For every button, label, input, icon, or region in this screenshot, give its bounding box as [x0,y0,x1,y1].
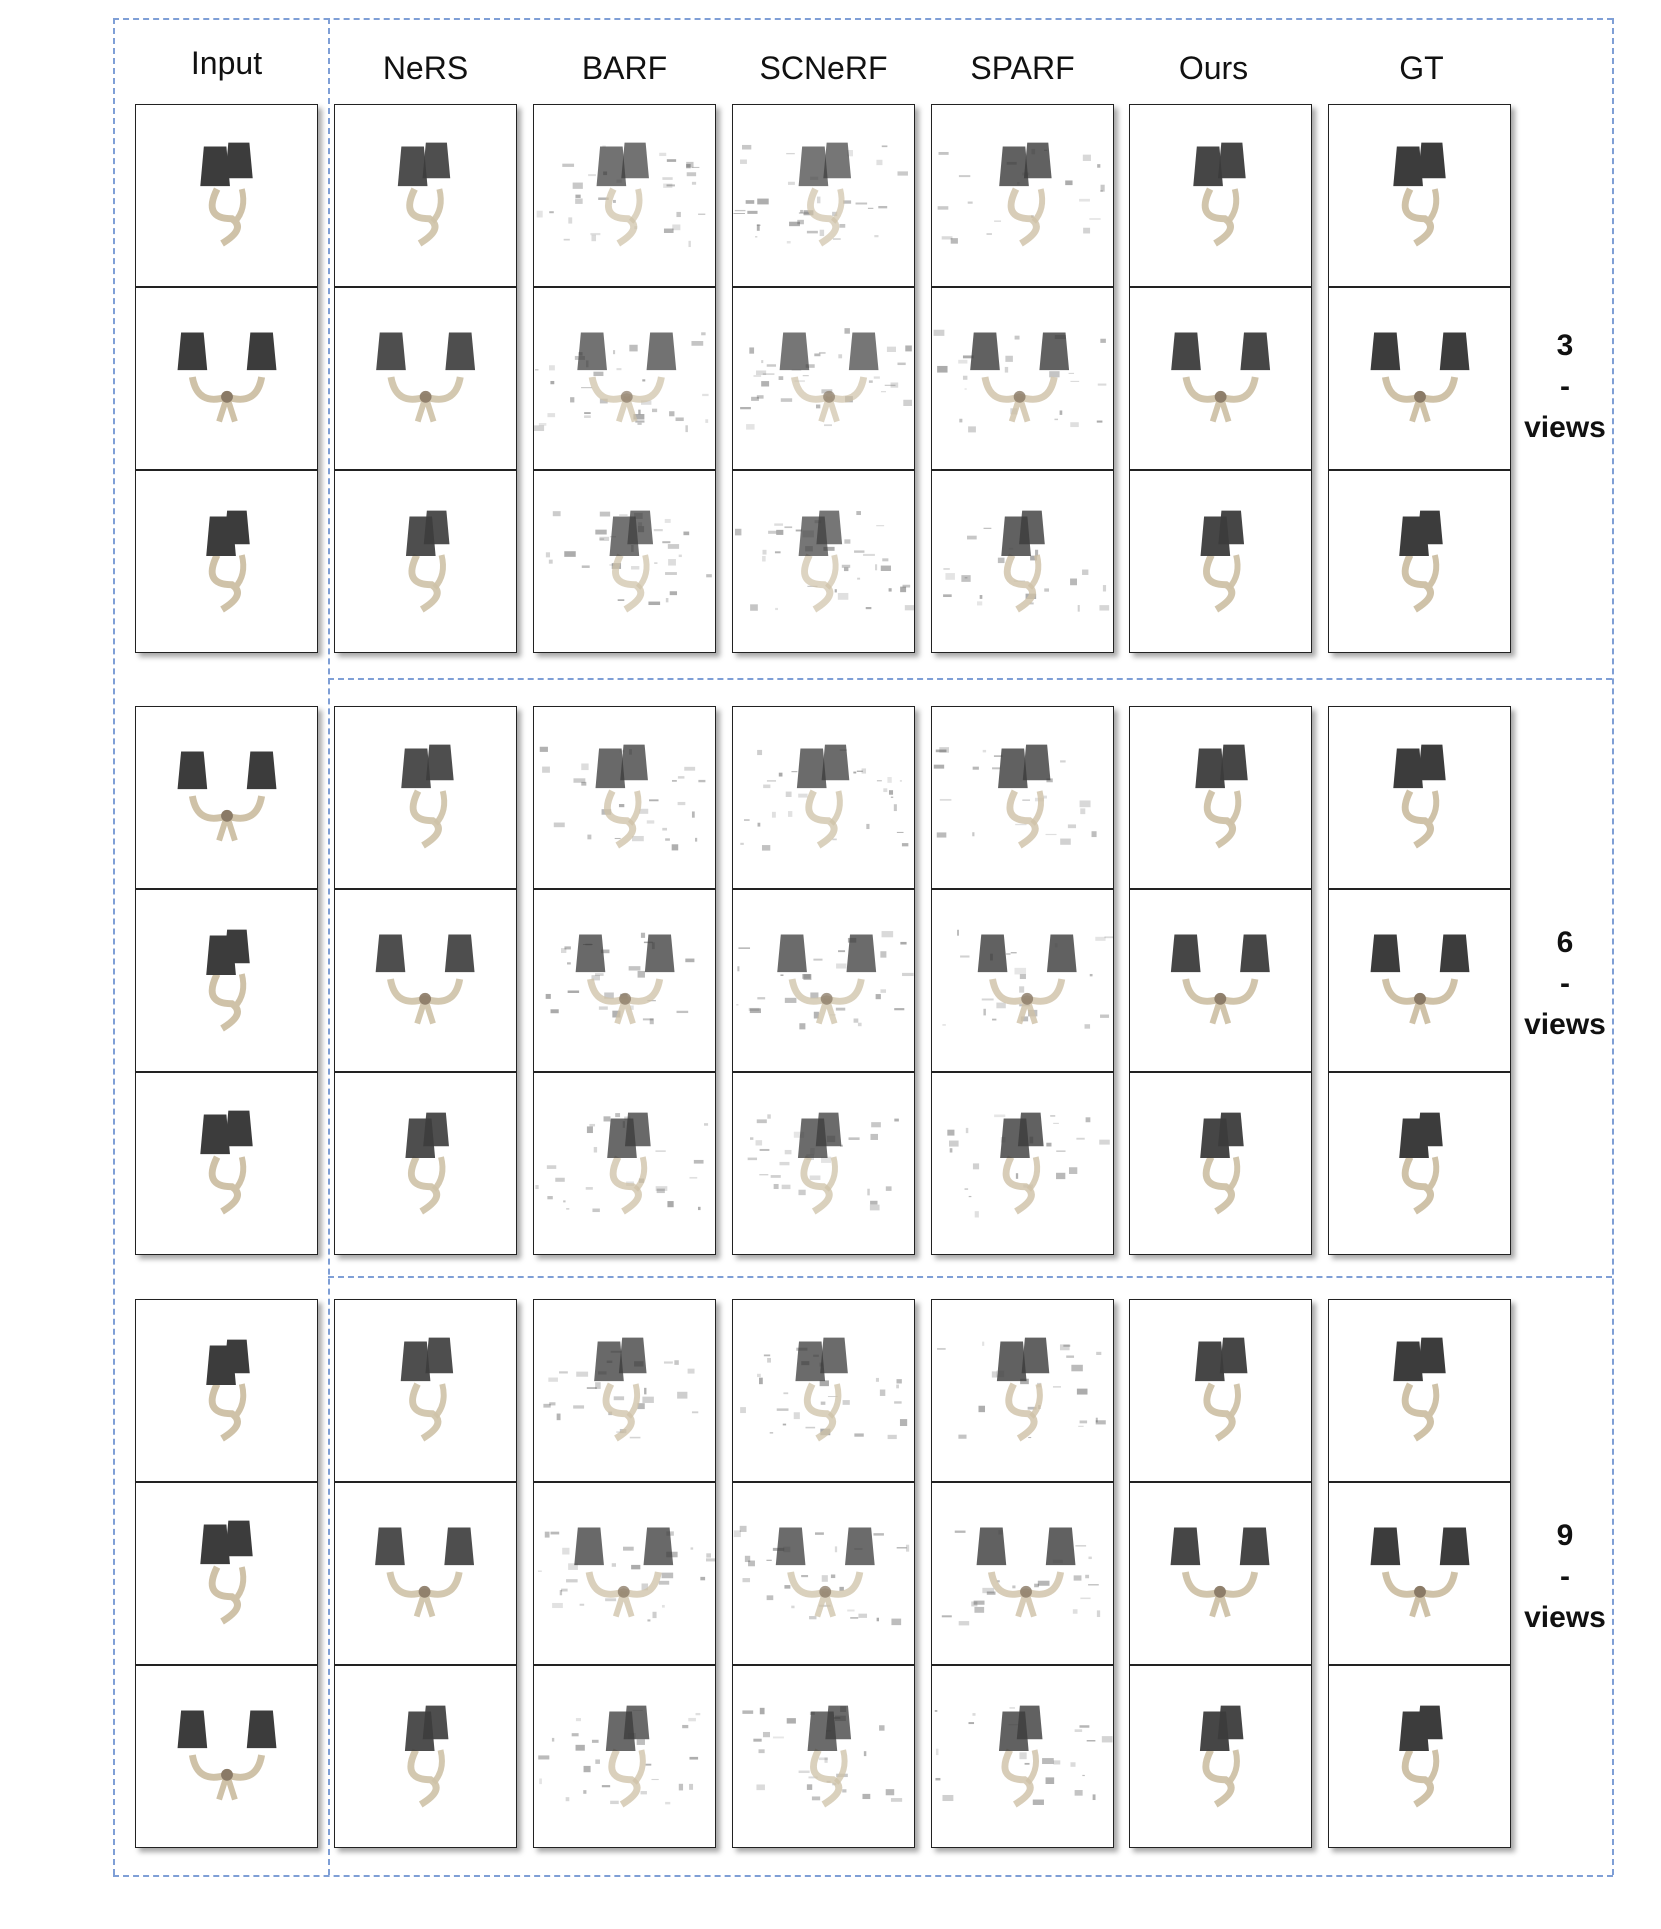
render-image-scnerf-2-2 [732,889,915,1072]
views-unit: views [1524,411,1606,444]
render-image-sparf-2-1 [931,706,1114,889]
frame-bottom [113,1875,1613,1877]
views-dash: - [1560,370,1570,403]
group-label-6-views [1520,922,1610,1045]
render-image-scnerf-2-1 [732,706,915,889]
render-image-ners-1-2 [334,287,517,470]
render-image-ours-2-2 [1129,889,1312,1072]
render-image-ners-1-3 [334,470,517,653]
render-image-ours-1-2 [1129,287,1312,470]
render-image-sparf-1-2 [931,287,1114,470]
render-image-gt-1-2 [1328,287,1511,470]
render-image-barf-1-1 [533,104,716,287]
frame-top [113,18,1613,20]
views-count: 3 [1556,329,1574,362]
column-header-ours: Ours [1178,50,1249,86]
render-image-sparf-3-3 [931,1665,1114,1848]
render-image-gt-2-1 [1328,706,1511,889]
render-image-input-2-1 [135,706,318,889]
render-image-sparf-3-2 [931,1482,1114,1665]
render-image-scnerf-2-3 [732,1072,915,1255]
render-image-barf-1-2 [533,287,716,470]
render-image-sparf-1-3 [931,470,1114,653]
render-image-scnerf-3-2 [732,1482,915,1665]
render-image-ners-2-1 [334,706,517,889]
render-image-gt-3-2 [1328,1482,1511,1665]
group-divider-1 [328,678,1612,680]
group-label-3-views [1520,325,1610,448]
render-image-gt-1-3 [1328,470,1511,653]
render-image-ours-3-2 [1129,1482,1312,1665]
render-image-gt-2-2 [1328,889,1511,1072]
render-image-ners-2-3 [334,1072,517,1255]
render-image-ners-2-2 [334,889,517,1072]
views-count: 6 [1556,926,1574,959]
render-image-sparf-2-2 [931,889,1114,1072]
group-label-9-views [1520,1515,1610,1638]
render-image-ours-1-1 [1129,104,1312,287]
render-image-scnerf-1-2 [732,287,915,470]
frame-input-divider [328,18,330,1875]
frame-right [1612,18,1614,1875]
render-image-input-2-3 [135,1072,318,1255]
render-image-scnerf-3-1 [732,1299,915,1482]
render-image-gt-3-1 [1328,1299,1511,1482]
render-image-scnerf-1-1 [732,104,915,287]
column-header-ners: NeRS [382,50,469,86]
render-image-barf-1-3 [533,470,716,653]
render-image-barf-3-1 [533,1299,716,1482]
column-header-input: Input [190,45,263,81]
render-image-ours-2-3 [1129,1072,1312,1255]
views-unit: views [1524,1601,1606,1634]
render-image-input-1-3 [135,470,318,653]
render-image-scnerf-3-3 [732,1665,915,1848]
render-image-gt-2-3 [1328,1072,1511,1255]
render-image-ours-3-1 [1129,1299,1312,1482]
render-image-input-3-2 [135,1482,318,1665]
render-image-scnerf-1-3 [732,470,915,653]
render-image-barf-2-2 [533,889,716,1072]
render-image-ners-3-1 [334,1299,517,1482]
render-image-barf-2-3 [533,1072,716,1255]
views-dash: - [1560,967,1570,1000]
render-image-ners-3-2 [334,1482,517,1665]
render-image-ours-1-3 [1129,470,1312,653]
render-image-ners-1-1 [334,104,517,287]
render-image-gt-1-1 [1328,104,1511,287]
render-image-ners-3-3 [334,1665,517,1848]
views-unit: views [1524,1008,1606,1041]
column-header-sparf: SPARF [970,50,1075,86]
render-image-barf-3-2 [533,1482,716,1665]
render-image-input-3-3 [135,1665,318,1848]
render-image-sparf-2-3 [931,1072,1114,1255]
render-image-gt-3-3 [1328,1665,1511,1848]
column-header-barf: BARF [581,50,668,86]
render-image-input-2-2 [135,889,318,1072]
views-dash: - [1560,1560,1570,1593]
frame-left [113,18,115,1875]
views-count: 9 [1556,1519,1574,1552]
column-header-scnerf: SCNeRF [759,50,888,86]
render-image-barf-3-3 [533,1665,716,1848]
render-image-input-1-1 [135,104,318,287]
render-image-ours-3-3 [1129,1665,1312,1848]
column-header-gt: GT [1399,50,1444,86]
render-image-input-1-2 [135,287,318,470]
render-image-input-3-1 [135,1299,318,1482]
render-image-barf-2-1 [533,706,716,889]
render-image-sparf-1-1 [931,104,1114,287]
group-divider-2 [328,1276,1612,1278]
render-image-sparf-3-1 [931,1299,1114,1482]
render-image-ours-2-1 [1129,706,1312,889]
